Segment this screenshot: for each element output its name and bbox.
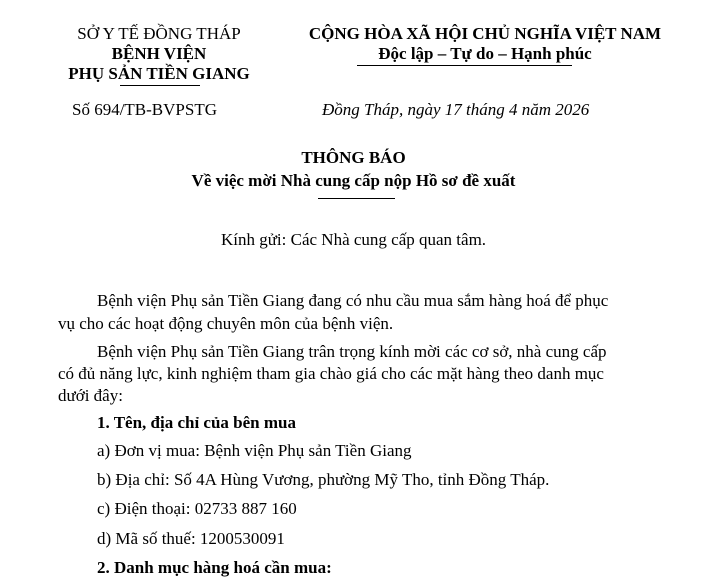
para2-line1: Bệnh viện Phụ sản Tiền Giang trân trọng kính mời các cơ sở, nhà cung cấp	[97, 342, 607, 361]
para2-line3: dưới đây:	[58, 386, 123, 405]
section1-heading: 1. Tên, địa chỉ của bên mua	[97, 413, 297, 432]
section2-heading: 2. Danh mục hàng hoá cần mua:	[97, 558, 332, 577]
motto-underline	[357, 65, 572, 66]
national-motto: Độc lập – Tự do – Hạnh phúc	[378, 44, 592, 63]
para1-line2: vụ cho các hoạt động chuyên môn của bệnh viện.	[58, 314, 394, 333]
hospital-name-line1: BỆNH VIỆN	[111, 44, 207, 63]
hospital-name-line2: PHỤ SẢN TIỀN GIANG	[68, 64, 250, 83]
recipient-line: Kính gửi: Các Nhà cung cấp quan tâm.	[220, 230, 487, 249]
section1-item-b: b) Địa chỉ: Số 4A Hùng Vương, phường Mỹ Tho, tỉnh Đồng Tháp.	[97, 470, 550, 489]
section1-item-d: d) Mã số thuế: 1200530091	[97, 529, 285, 548]
country-name: CỘNG HÒA XÃ HỘI CHỦ NGHĨA VIỆT NAM	[308, 24, 662, 43]
department-name: SỞ Y TẾ ĐỒNG THÁP	[77, 24, 241, 43]
section1-item-c: c) Điện thoại: 02733 887 160	[97, 499, 297, 518]
section1-item-a: a) Đơn vị mua: Bệnh viện Phụ sản Tiền Giang	[97, 441, 412, 460]
document-subtitle: Về việc mời Nhà cung cấp nộp Hồ sơ đề xuất	[191, 171, 516, 190]
document-number: Số 694/TB-BVPSTG	[72, 100, 217, 119]
left-header-underline	[120, 85, 200, 86]
para2-line2: có đủ năng lực, kinh nghiệm tham gia chào giá cho các mặt hàng theo danh mục	[58, 364, 604, 383]
para1-line1: Bệnh viện Phụ sản Tiền Giang đang có nhu cầu mua sắm hàng hoá để phục	[97, 291, 609, 310]
title-underline	[318, 198, 395, 199]
place-and-date: Đồng Tháp, ngày 17 tháng 4 năm 2026	[322, 100, 590, 119]
document-title: THÔNG BÁO	[301, 148, 406, 167]
